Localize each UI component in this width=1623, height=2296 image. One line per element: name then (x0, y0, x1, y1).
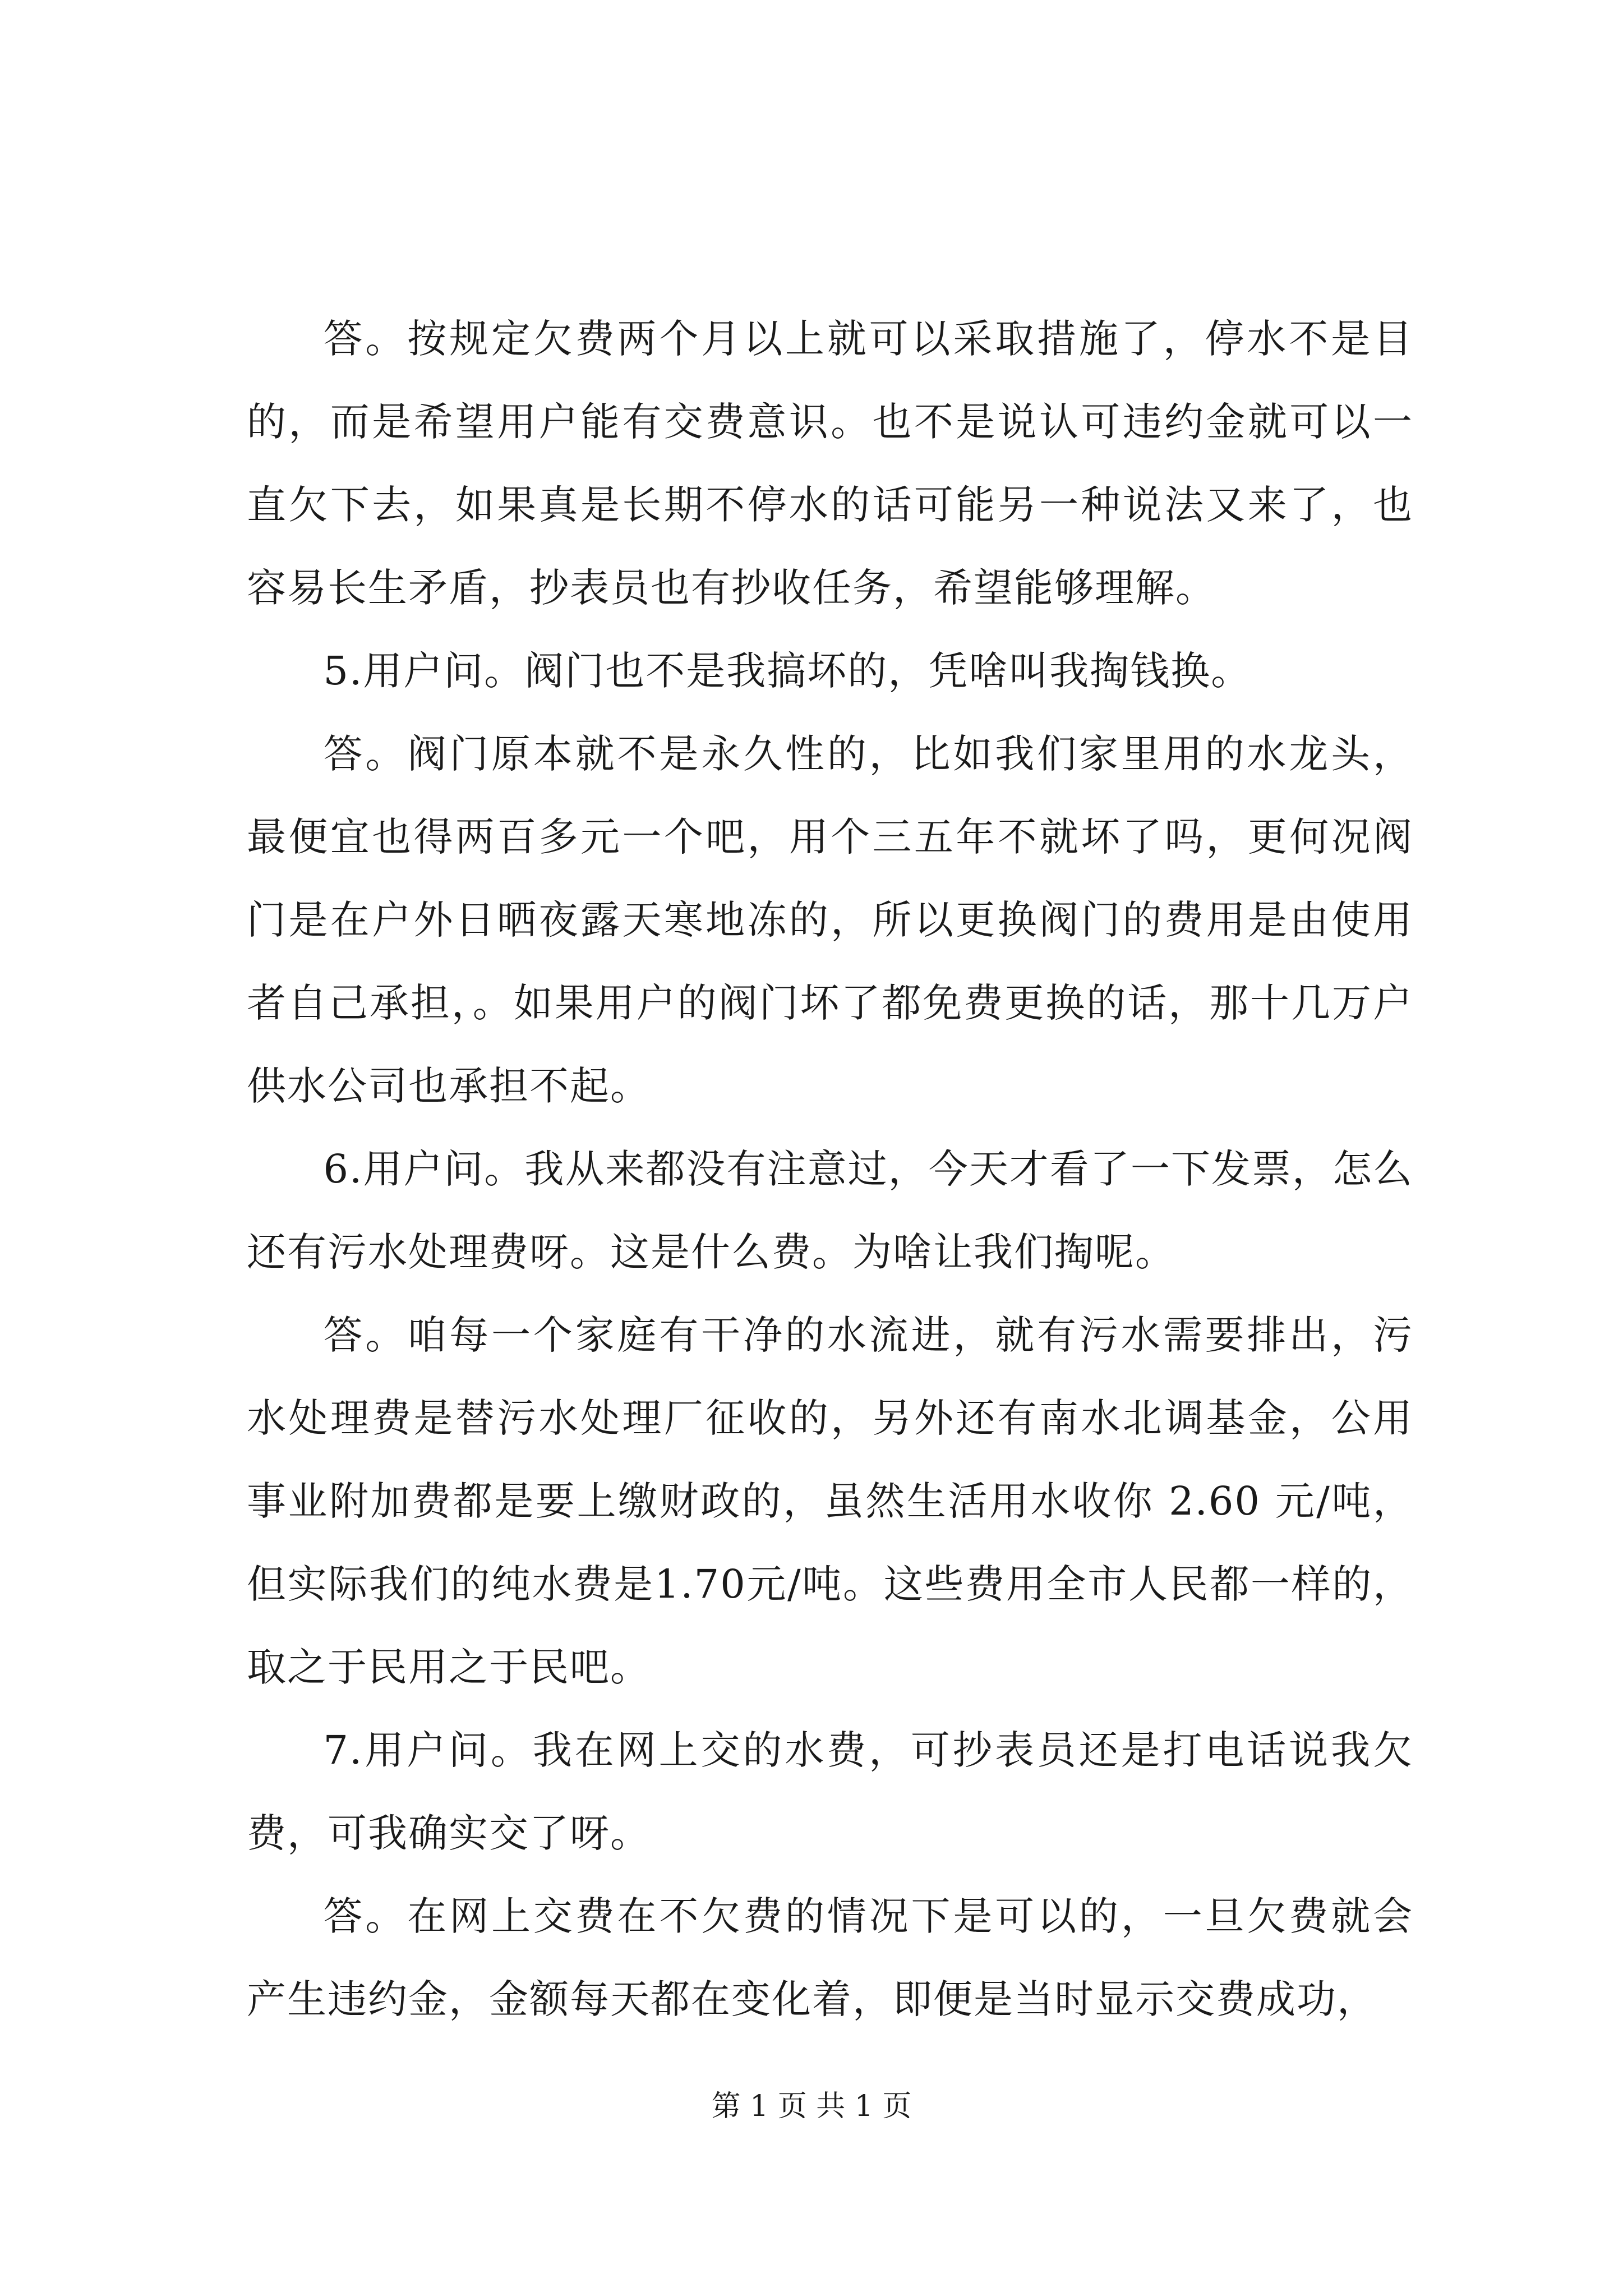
paragraph-question-5: 5.用户问。阀门也不是我搞坏的，凭啥叫我掏钱换。 (323, 648, 1252, 694)
paragraph-answer-6: 答。咱每一个家庭有干净的水流进，就有污水需要排出，污水处理费是替污水处理厂征收的，另外还有南水北调基金，公用事业附加费都是要上缴财政的，虽然生活用水收你 2.60 元/吨，但实际我们的纯水费是1.70元/吨。这些费用全市人民都一样的，取之于民用之于民吧。 (247, 1312, 1413, 1690)
paragraph-answer-4: 答。按规定欠费两个月以上就可以采取措施了，停水不是目的，而是希望用户能有交费意识。也不是说认可违约金就可以一直欠下去，如果真是长期不停水的话可能另一种说法又来了，也容易长生矛盾，抄表员也有抄收任务，希望能够理解。 (247, 316, 1413, 611)
document-body (247, 297, 1413, 2041)
paragraph-question-6: 6.用户问。我从来都没有注意过，今天才看了一下发票，怎么还有污水处理费呀。这是什么费。为啥让我们掏呢。 (247, 1146, 1413, 1275)
paragraph-question-7: 7.用户问。我在网上交的水费，可抄表员还是打电话说我欠费，可我确实交了呀。 (247, 1727, 1413, 1856)
paragraph-answer-5: 答。阀门原本就不是永久性的，比如我们家里用的水龙头，最便宜也得两百多元一个吧，用个三五年不就坏了吗，更何况阀门是在户外日晒夜露天寒地冻的，所以更换阀门的费用是由使用者自己承担，。如果用户的阀门坏了都免费更换的话，那十几万户供水公司也承担不起。 (247, 731, 1413, 1109)
paragraph-answer-7: 答。在网上交费在不欠费的情况下是可以的，一旦欠费就会产生违约金，金额每天都在变化着，即便是当时显示交费成功， (247, 1893, 1413, 2022)
page-footer: 第 1 页 共 1 页 (711, 2090, 912, 2123)
